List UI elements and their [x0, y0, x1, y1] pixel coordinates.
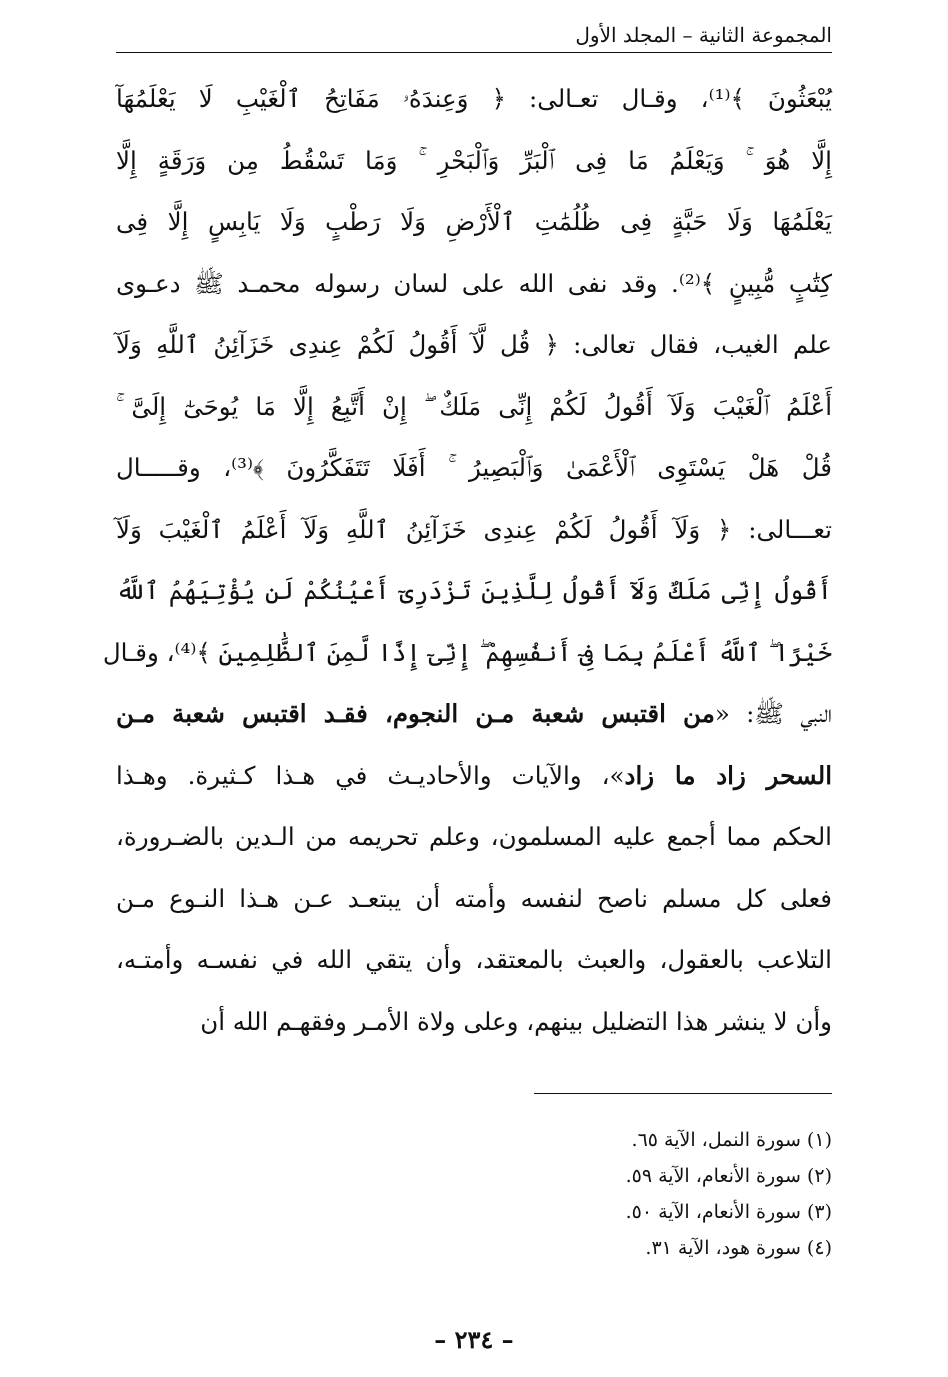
- footnote: (١) سورة النمل، الآية ٦٥.: [631, 1129, 832, 1151]
- hadith-line: [116, 745, 832, 807]
- body-line: أَعْلَمُ ٱلْغَيْبَ وَلَآ أَقُولُ لَكُمْ إِنِّى مَلَكٌ ۖ إِنْ أَتَّبِعُ إِلَّا مَا يُوحَىٰٓ إِلَىَّ ۚ: [116, 391, 832, 421]
- body-line: خَيْرًا ۖ ٱللَّهُ أَعْلَمُ بِمَا فِىٓ أَنفُسِهِمْ ۖ إِنِّىٓ إِذًا لَّمِنَ ٱلظَّٰلِمِينَ ﴾⁽⁴⁾، وقـال: [102, 637, 832, 667]
- hadith-line: [116, 683, 832, 745]
- footnote: (٣) سورة الأنعام، الآية ٥٠.: [625, 1201, 832, 1223]
- hadith-text-part2: السحر زاد ما زاد: [624, 760, 833, 790]
- hadith-intro: النبي ﷺ: «: [714, 699, 832, 728]
- footnote: (٤) سورة هود، الآية ٣١.: [645, 1237, 832, 1259]
- body-line: قُلْ هَلْ يَسْتَوِى ٱلْأَعْمَىٰ وَٱلْبَصِيرُ ۚ أَفَلَا تَتَفَكَّرُونَ ﴾⁽³⁾، وقـــــال: [116, 453, 832, 482]
- body-line: الحكم مما أجمع عليه المسلمون، وعلم تحريمه من الـدين بالضـرورة،: [116, 822, 832, 851]
- body-line: يُبْعَثُونَ ﴾⁽¹⁾، وقـال تعـالى: ﴿ وَعِندَهُۥ مَفَاتِحُ ٱلْغَيْبِ لَا يَعْلَمُهَآ: [116, 84, 832, 113]
- body-line: أَقُولُ إِنِّى مَلَكٌ وَلَآ أَقُولُ لِلَّذِينَ تَزْدَرِىٓ أَعْيُنُكُمْ لَن يُؤْتِيَهُمُ ٱللَّهُ: [116, 576, 832, 605]
- body-line-continuation: »، والآيات والأحاديـث في هـذا كـثيرة. وهـذا: [116, 760, 625, 790]
- footnote: (٢) سورة الأنعام، الآية ٥٩.: [625, 1165, 832, 1187]
- body-line: كِتَٰبٍ مُّبِينٍ ﴾⁽²⁾. وقد نفى الله على لسان رسوله محمـد ﷺ دعـوى: [116, 268, 832, 298]
- header-rule: [116, 52, 832, 53]
- body-line: التلاعب بالعقول، والعبث بالمعتقد، وأن يتقي الله في نفسـه وأمتـه،: [116, 945, 832, 974]
- body-text: [102, 68, 833, 1052]
- page-number: – ٢٣٤ –: [434, 1325, 514, 1354]
- body-line: تعـــالى: ﴿ وَلَآ أَقُولُ لَكُمْ عِندِى خَزَآئِنُ ٱللَّهِ وَلَآ أَعْلَمُ ٱلْغَيْبَ وَلَآ: [116, 514, 832, 544]
- hadith-text-part1: من اقتبس شعبة مـن النجوم، فقـد اقتبس شعبة مـن: [116, 699, 715, 728]
- body-line: وأن لا ينشر هذا التضليل بينهم، وعلى ولاة الأمـر وفقهـم الله أن: [200, 1006, 832, 1036]
- body-line: يَعْلَمُهَا وَلَا حَبَّةٍ فِى ظُلُمَٰتِ ٱلْأَرْضِ وَلَا رَطْبٍ وَلَا يَابِسٍ إِلَّا فِى: [116, 207, 832, 236]
- body-line: علم الغيب، فقال تعالى: ﴿ قُل لَّآ أَقُولُ لَكُمْ عِندِى خَزَآئِنُ ٱللَّهِ وَلَآ: [116, 330, 832, 359]
- running-title: المجموعة الثانية – المجلد الأول: [575, 23, 832, 47]
- footnotes: [626, 1122, 832, 1266]
- footnote-rule: [534, 1093, 832, 1094]
- body-line: إِلَّا هُوَ ۚ وَيَعْلَمُ مَا فِى ٱلْبَرِّ وَٱلْبَحْرِ ۚ وَمَا تَسْقُطُ مِن وَرَقَةٍ إِلَّا: [116, 145, 832, 175]
- body-line: فعلى كل مسلم ناصح لنفسه وأمته أن يبتعـد عـن هـذا النـوع مـن: [116, 883, 832, 913]
